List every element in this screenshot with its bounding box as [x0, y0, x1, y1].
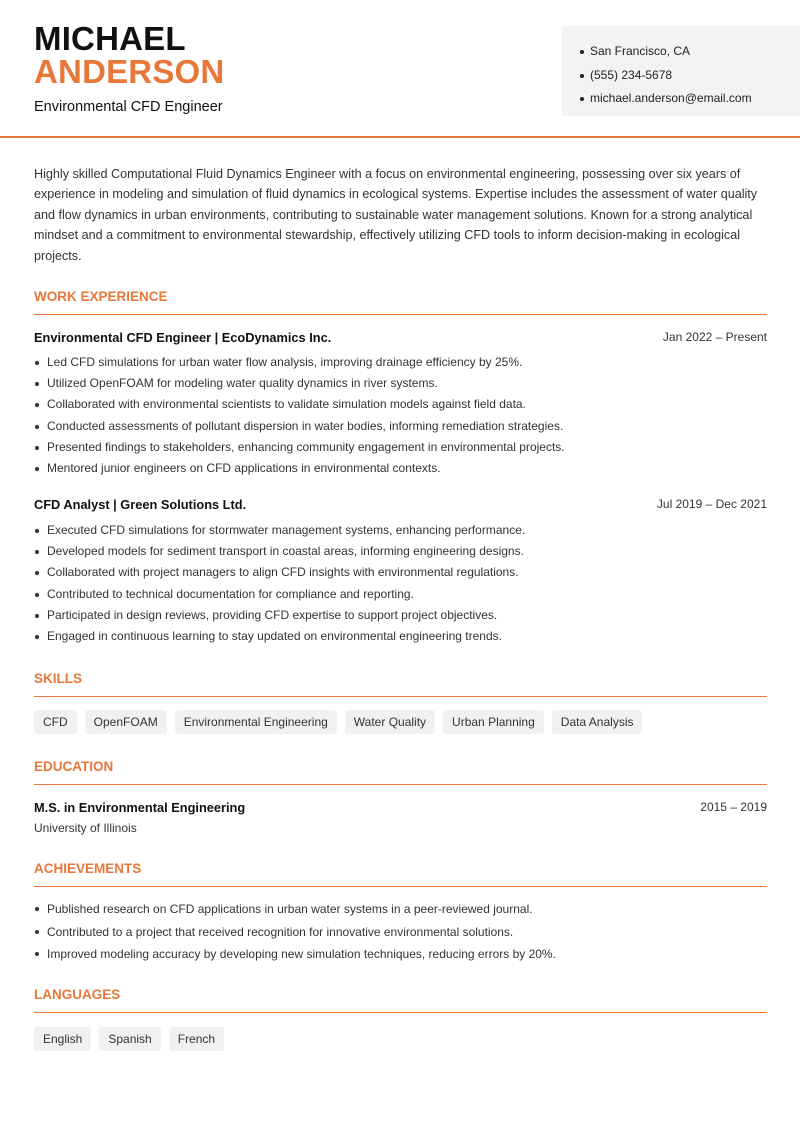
job-dates: Jul 2019 – Dec 2021	[656, 497, 767, 511]
job-bullets	[34, 352, 767, 479]
first-name: MICHAEL	[34, 20, 186, 57]
job-header	[34, 330, 767, 348]
job-bullets	[34, 520, 767, 647]
section-title-education: EDUCATION	[34, 759, 767, 785]
languages-list	[34, 1027, 224, 1051]
job-bullet: Collaborated with project managers to align CFD insights with environmental regulations.	[34, 562, 767, 583]
summary-paragraph: Highly skilled Computational Fluid Dynamics Engineer with a focus on environmental engineering, possessing over six years of experience in modeling and simulation of fluid dynamics in ecological systems. Expertise includes the assessment of water quality and flow dynamics in urban environments, contributing to sustainable water management solutions. Known for a strong analytical mindset and a commitment to environmental stewardship, effectively utilizing CFD tools to inform decision-making in ecological projects.	[34, 167, 758, 263]
job-bullet: Engaged in continuous learning to stay updated on environmental engineering trends.	[34, 626, 767, 647]
job-bullet: Executed CFD simulations for stormwater management systems, enhancing performance.	[34, 520, 767, 541]
achievement-item: Improved modeling accuracy by developing new simulation techniques, reducing errors by 20%.	[34, 943, 767, 966]
section-title-achievements: ACHIEVEMENTS	[34, 861, 767, 887]
job-bullet: Developed models for sediment transport in coastal areas, informing engineering designs.	[34, 541, 767, 562]
skills-list	[34, 710, 642, 734]
job-bullet: Participated in design reviews, providing CFD expertise to support project objectives.	[34, 605, 767, 626]
language-tag: English	[34, 1027, 91, 1051]
contact-phone: (555) 234-5678	[580, 64, 782, 88]
job-dates: Jan 2022 – Present	[662, 330, 767, 344]
job-bullet: Mentored junior engineers on CFD applications in environmental contexts.	[34, 458, 767, 479]
contact-email: michael.anderson@email.com	[580, 87, 782, 111]
contact-location: San Francisco, CA	[580, 40, 782, 64]
job-bullet: Collaborated with environmental scientists to validate simulation models against field data.	[34, 394, 767, 415]
education-school: University of Illinois	[34, 821, 137, 835]
achievement-item: Published research on CFD applications in urban water systems in a peer-reviewed journal.	[34, 898, 767, 921]
job-bullet: Presented findings to stakeholders, enhancing community engagement in environmental projects.	[34, 437, 767, 458]
skill-tag: OpenFOAM	[85, 710, 167, 734]
job-title: Environmental CFD Engineer	[34, 99, 223, 115]
skill-tag: Data Analysis	[552, 710, 643, 734]
contact-box	[562, 26, 800, 116]
section-title-languages: LANGUAGES	[34, 987, 767, 1013]
language-tag: French	[169, 1027, 224, 1051]
job-bullet: Led CFD simulations for urban water flow analysis, improving drainage efficiency by 25%.	[34, 352, 767, 373]
job-role: Environmental CFD Engineer | EcoDynamics Inc.	[34, 330, 332, 345]
skill-tag: Environmental Engineering	[175, 710, 337, 734]
skill-tag: CFD	[34, 710, 77, 734]
language-tag: Spanish	[99, 1027, 160, 1051]
full-name	[34, 22, 224, 88]
education-dates: 2015 – 2019	[700, 800, 767, 814]
section-title-work: WORK EXPERIENCE	[34, 289, 767, 315]
section-title-skills: SKILLS	[34, 671, 767, 697]
education-degree: M.S. in Environmental Engineering	[34, 800, 246, 815]
skill-tag: Urban Planning	[443, 710, 544, 734]
job-bullet: Conducted assessments of pollutant dispersion in water bodies, informing remediation strategies.	[34, 416, 767, 437]
skill-tag: Water Quality	[345, 710, 435, 734]
job-bullet: Utilized OpenFOAM for modeling water quality dynamics in river systems.	[34, 373, 767, 394]
achievement-item: Contributed to a project that received recognition for innovative environmental solutions.	[34, 921, 767, 944]
achievements-list	[34, 898, 767, 966]
last-name: ANDERSON	[34, 53, 225, 90]
resume-header	[0, 0, 800, 138]
job-header	[34, 497, 767, 515]
job-role: CFD Analyst | Green Solutions Ltd.	[34, 497, 247, 512]
job-bullet: Contributed to technical documentation for compliance and reporting.	[34, 584, 767, 605]
